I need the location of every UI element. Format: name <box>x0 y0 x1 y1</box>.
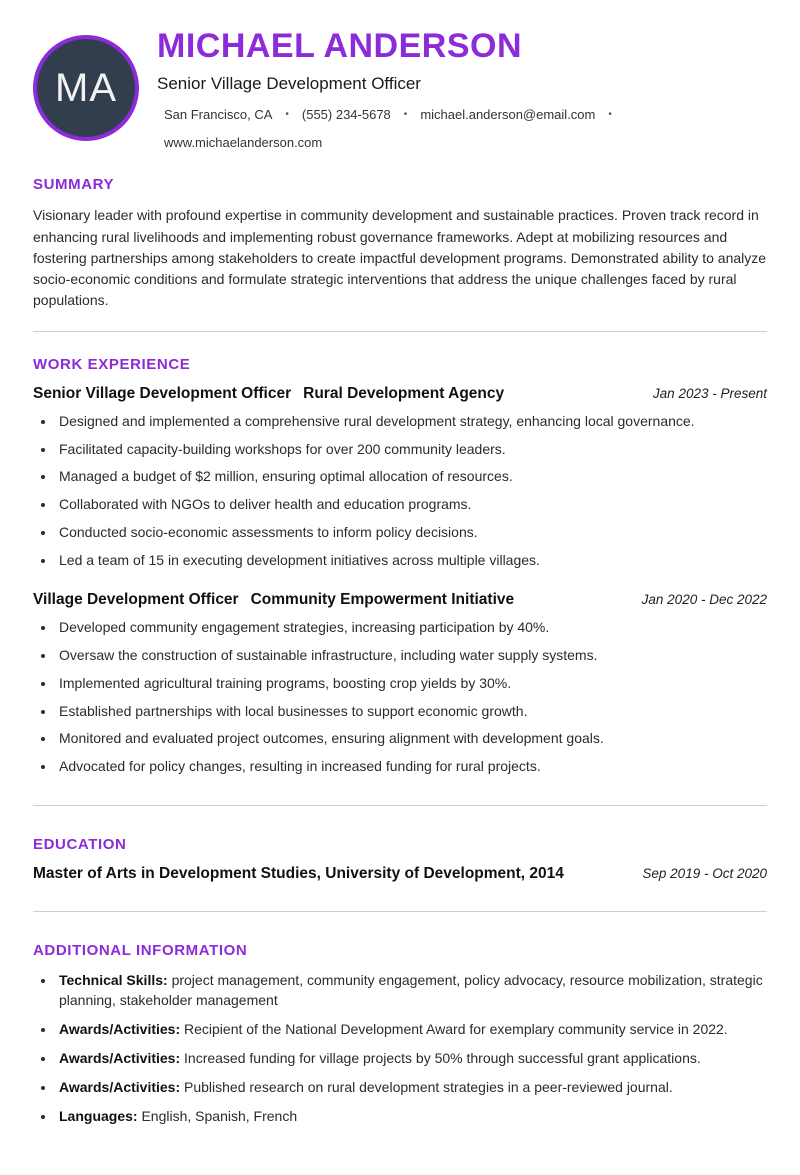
job-position: Village Development Officer <box>33 590 239 608</box>
summary-text: Visionary leader with profound expertise in community development and sustainable practices. Proven track record in enhancing rural livelihoods and implementing robust governance frameworks. Adept at mobilizing resources and fostering partnerships among stakeholders to create impactful development programs. Demonstrated ability to analyze socio-economic conditions and formulate strategic interventions that address the unique challenges faced by rural populations. <box>33 207 767 309</box>
job-bullet: • Conducted socio-economic assessments to inform policy decisions. <box>56 523 767 543</box>
header-job-title: Senior Village Development Officer <box>157 74 421 94</box>
job-bullet-list <box>33 412 767 571</box>
job-bullet: • Monitored and evaluated project outcomes, ensuring alignment with development goals. <box>56 729 767 749</box>
contact-location: San Francisco, CA <box>164 107 273 123</box>
education-dates: Sep 2019 - Oct 2020 <box>642 866 767 882</box>
header-text-block <box>157 26 767 150</box>
job-bullet: • Established partnerships with local businesses to support economic growth. <box>56 702 767 722</box>
job-company: Community Empowerment Initiative <box>250 590 515 608</box>
job-bullet: • Advocated for policy changes, resulting in increased funding for rural projects. <box>56 757 767 777</box>
info-item-text: English, Spanish, French <box>141 1107 298 1124</box>
additional-info-list <box>33 971 767 1126</box>
job-bullet: • Collaborated with NGOs to deliver health and education programs. <box>56 495 767 515</box>
education-degree: Master of Arts in Development Studies, University of Development, 2014 <box>33 865 564 883</box>
job-title <box>33 385 504 403</box>
additional-info-item <box>56 1107 767 1127</box>
avatar <box>33 35 139 141</box>
info-item-label: Awards/Activities: <box>59 1049 181 1066</box>
job-bullet: • Implemented agricultural training programs, boosting crop yields by 30%. <box>56 674 767 694</box>
summary-section <box>33 176 767 311</box>
resume-header <box>33 26 767 150</box>
job-bullet: • Developed community engagement strategies, increasing participation by 40%. <box>56 618 767 638</box>
name-heading: MICHAEL ANDERSON <box>157 27 523 65</box>
job-bullet: • Designed and implemented a comprehensive rural development strategy, enhancing local governance. <box>56 412 767 432</box>
info-item-text: Published research on rural development strategies in a peer-reviewed journal. <box>184 1078 673 1095</box>
additional-information-heading: ADDITIONAL INFORMATION <box>33 942 248 960</box>
info-item-label: Awards/Activities: <box>59 1078 181 1095</box>
section-divider <box>33 331 767 332</box>
additional-information-section <box>33 942 767 1126</box>
avatar-initials: MA <box>55 65 117 110</box>
contact-email: michael.anderson@email.com <box>420 107 596 123</box>
additional-info-item <box>56 1049 767 1069</box>
job-bullet: • Facilitated capacity-building workshops for over 200 community leaders. <box>56 440 767 460</box>
job-bullet: • Led a team of 15 in executing development initiatives across multiple villages. <box>56 551 767 571</box>
work-experience-heading: WORK EXPERIENCE <box>33 355 191 373</box>
info-item-label: Awards/Activities: <box>59 1020 181 1037</box>
separator-dot-icon: • <box>285 109 289 121</box>
job-entry <box>33 591 767 777</box>
separator-dot-icon: • <box>403 109 408 121</box>
job-dates: Jan 2023 - Present <box>652 385 767 401</box>
job-bullet: • Managed a budget of $2 million, ensuring optimal allocation of resources. <box>56 467 767 487</box>
job-bullet-list <box>33 618 767 777</box>
education-section <box>33 836 767 883</box>
job-entry <box>33 385 767 571</box>
info-item-text: Recipient of the National Development Award for exemplary community service in 2022. <box>184 1020 728 1037</box>
education-entry <box>33 865 767 883</box>
additional-info-item <box>56 1020 767 1040</box>
section-divider <box>33 911 767 912</box>
job-header <box>33 591 767 609</box>
job-dates: Jan 2020 - Dec 2022 <box>641 591 767 607</box>
contact-phone: (555) 234-5678 <box>301 107 391 123</box>
info-item-label: Languages: <box>59 1107 138 1124</box>
job-bullet: • Oversaw the construction of sustainable infrastructure, including water supply systems. <box>56 646 767 666</box>
job-title <box>33 591 514 609</box>
info-item-text: project management, community engagement, policy advocacy, resource mobilization, strategic planning, stakeholder management <box>59 972 763 1009</box>
separator-dot-icon: • <box>608 109 612 121</box>
additional-info-item <box>56 971 767 1011</box>
info-item-text: Increased funding for village projects by 50% through successful grant applications. <box>184 1049 701 1066</box>
info-item-label: Technical Skills: <box>59 972 168 989</box>
contact-website: www.michaelanderson.com <box>164 135 323 151</box>
job-header <box>33 385 767 403</box>
work-experience-section <box>33 356 767 778</box>
education-heading: EDUCATION <box>33 836 127 854</box>
job-position: Senior Village Development Officer <box>33 384 292 402</box>
section-divider <box>33 805 767 806</box>
additional-info-item <box>56 1078 767 1098</box>
summary-heading: SUMMARY <box>33 176 115 194</box>
job-company: Rural Development Agency <box>303 384 505 402</box>
contact-row <box>157 107 767 150</box>
